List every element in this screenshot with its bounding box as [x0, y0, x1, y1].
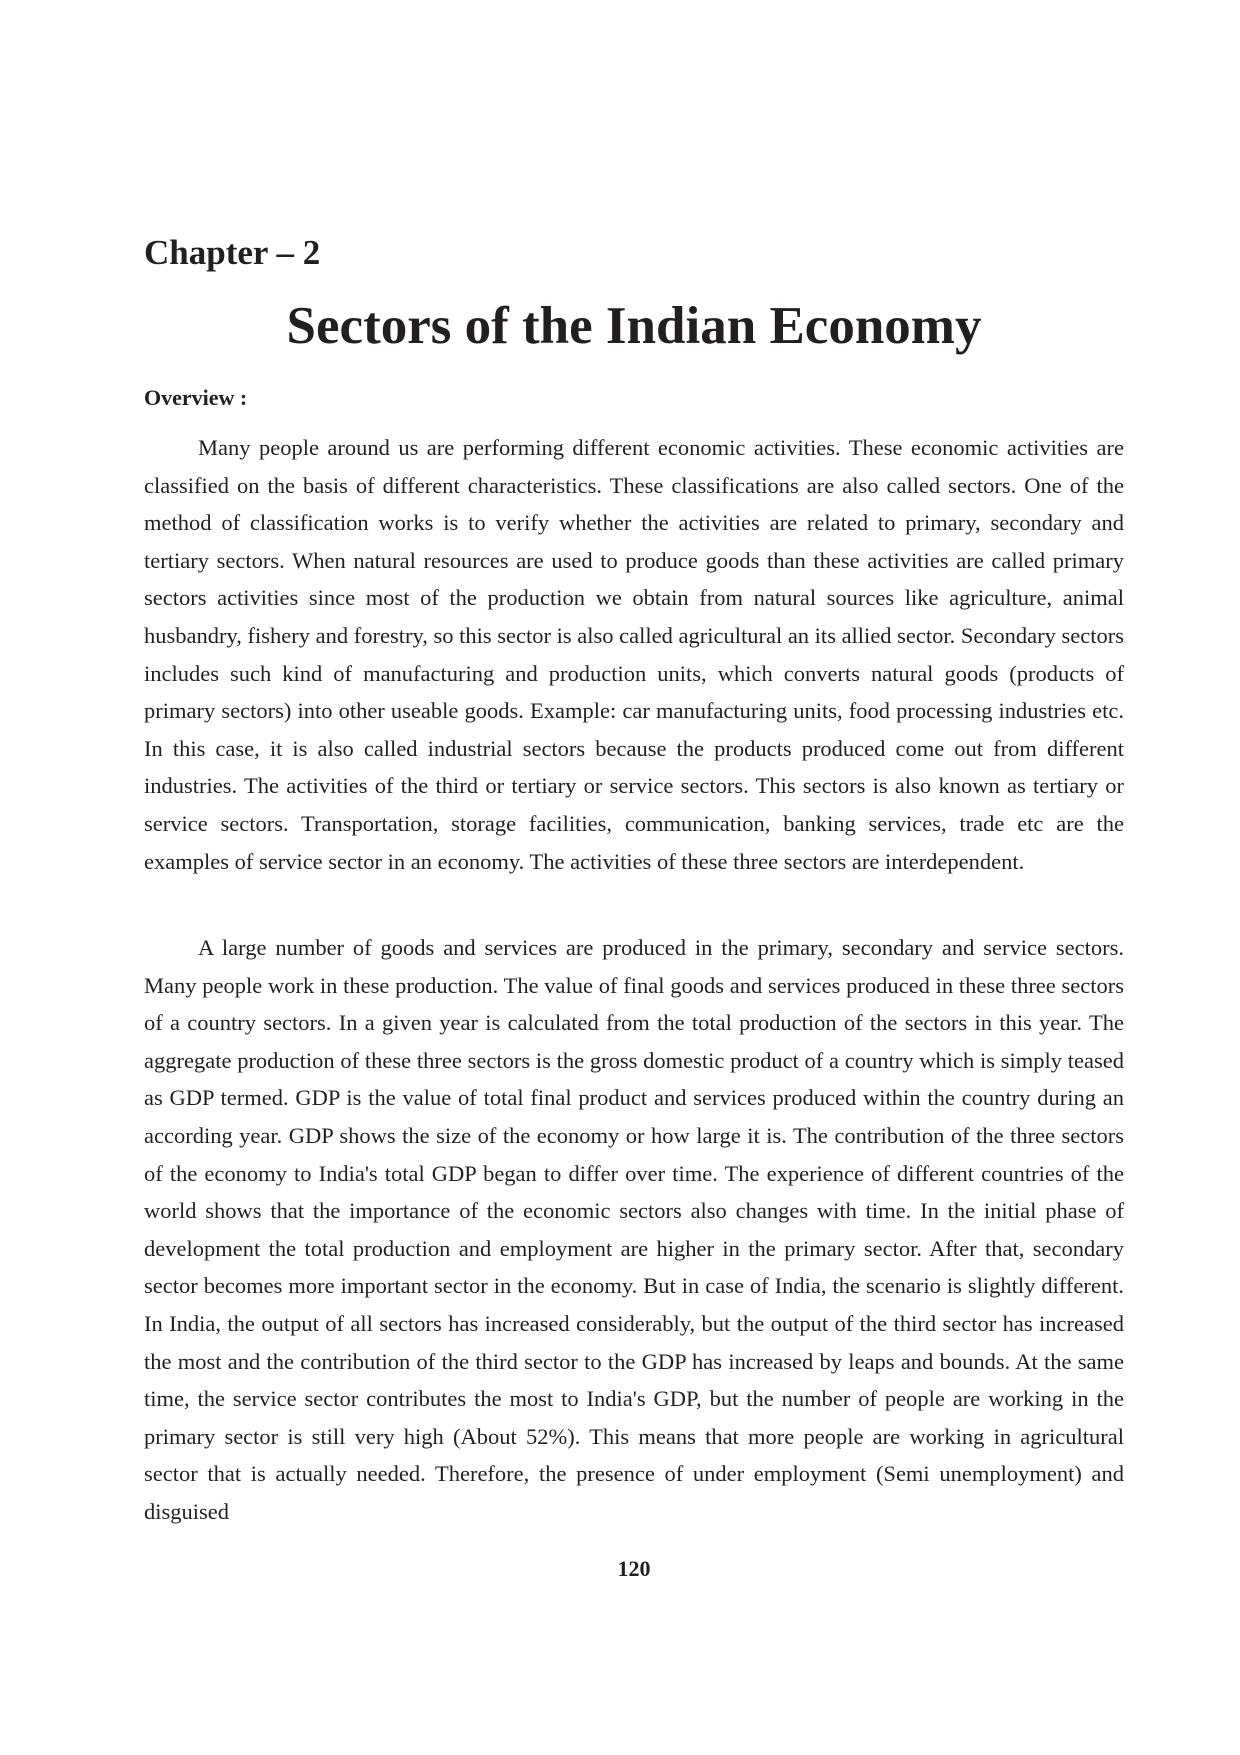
page-number: 120 [617, 1556, 651, 1581]
chapter-title: Sectors of the Indian Economy [286, 297, 982, 355]
chapter-number: Chapter – 2 [144, 233, 321, 272]
overview-paragraph-2: A large number of goods and services are produced in the primary, secondary and service sectors. Many people work in these production. The value of final goods and services produced in these three sectors of a country sectors. In a given year is calculated from the total production of the sectors in this year. The aggregate production of these three sectors is the gross domestic product of a country which is simply teased as GDP termed. GDP is the value of total final product and services produced within the country during an according year. GDP shows the size of the economy or how large it is. The contribution of the three sectors of the economy to India's total GDP began to differ over time. The experience of different countries of the world shows that the importance of the economic sectors also changes with time. In the initial phase of development the total production and employment are higher in the primary sector. After that, secondary sector becomes more important sector in the economy. But in case of India, the scenario is slightly different. In India, the output of all sectors has increased considerably, but the output of the third sector has increased the most and the contribution of the third sector to the GDP has increased by leaps and bounds. At the same time, the service sector contributes the most to India's GDP, but the number of people are working in the primary sector is still very high (About 52%). This means that more people are working in agricultural sector that is actually needed. Therefore, the presence of under employment (Semi unemployment) and disguised [144, 935, 1124, 1524]
overview-paragraph-1: Many people around us are performing different economic activities. These economic activities are classified on the basis of different characteristics. These classifications are also called sectors. One of the method of classification works is to verify whether the activities are related to primary, secondary and tertiary sectors. When natural resources are used to produce goods than these activities are called primary sectors activities since most of the production we obtain from natural sources like agriculture, animal husbandry, fishery and forestry, so this sector is also called agricultural an its allied sector. Secondary sectors includes such kind of manufacturing and production units, which converts natural goods (products of primary sectors) into other useable goods. Example: car manufacturing units, food processing industries etc. In this case, it is also called industrial sectors because the products produced come out from different industries. The activities of the third or tertiary or service sectors. This sectors is also known as tertiary or service sectors. Transportation, storage facilities, communication, banking services, trade etc are the examples of service sector in an economy. The activities of these three sectors are interdependent. [144, 435, 1124, 874]
overview-heading: Overview : [144, 385, 248, 410]
